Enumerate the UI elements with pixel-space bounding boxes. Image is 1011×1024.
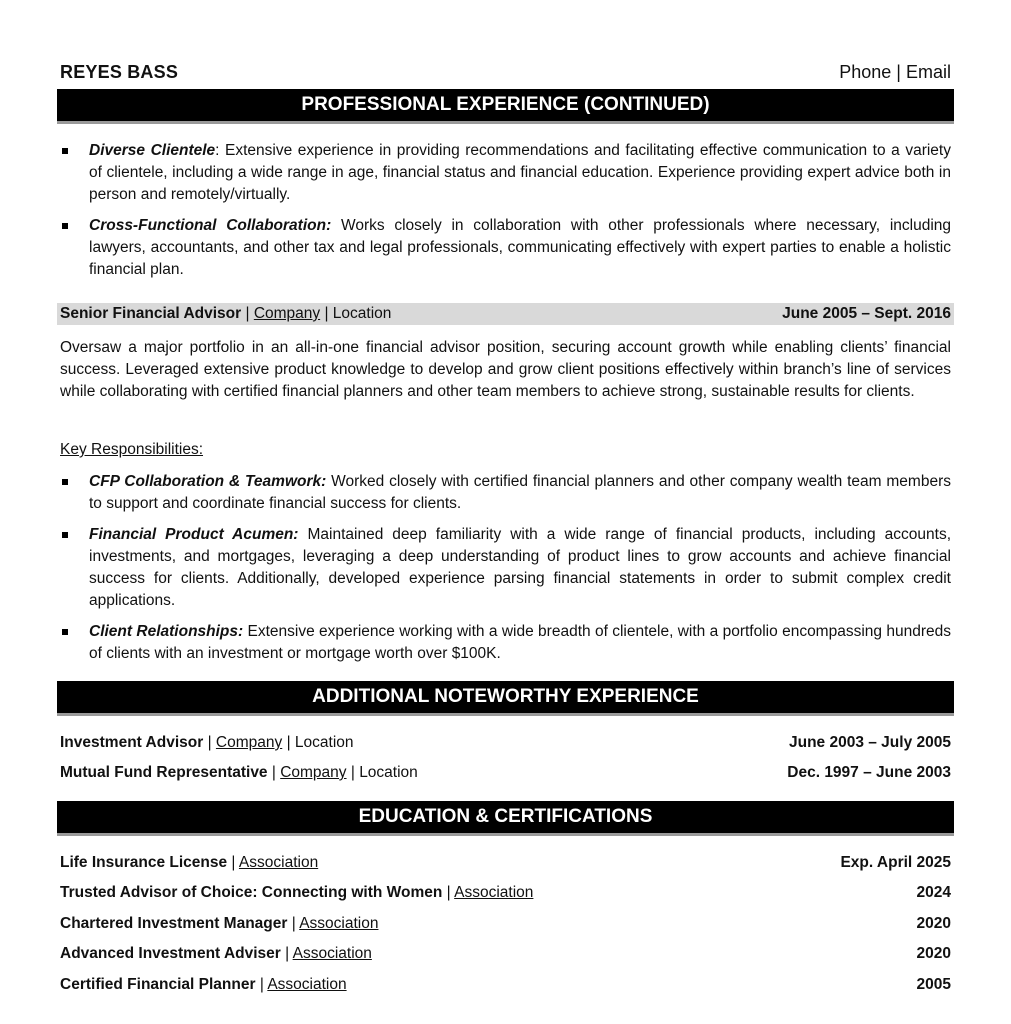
bullet-lead: CFP Collaboration & Teamwork: <box>89 473 327 490</box>
row-left <box>60 764 418 782</box>
row-left <box>60 884 533 902</box>
cert-title: Life Insurance License <box>60 854 228 871</box>
resume-header <box>60 60 951 84</box>
company-link[interactable]: Company <box>253 305 321 322</box>
certification-row <box>60 882 951 904</box>
cert-date: Exp. April 2025 <box>840 854 951 871</box>
sep: | <box>267 764 281 781</box>
row-left <box>60 976 347 994</box>
job-header-senior-financial-advisor <box>57 303 954 325</box>
certification-row <box>60 852 951 874</box>
sep: | <box>203 734 216 751</box>
bullet-square-icon <box>62 148 68 154</box>
job-summary: Oversaw a major portfolio in an all-in-one financial advisor position, securing account growth while enabling clients’ financial success. Leveraged extensive product knowledge to develop and grow client positions effectively within branch’s line of services while collaborating with certified financial planners and other team members to achieve strong, sustainable results for clients. <box>60 339 951 400</box>
association-link[interactable]: Association <box>299 915 379 932</box>
section-heading-additional-experience <box>57 681 954 713</box>
bullet-lead: Diverse Clientele <box>89 142 216 159</box>
section-heading-education <box>57 801 954 833</box>
section-title: PROFESSIONAL EXPERIENCE (CONTINUED) <box>301 94 710 115</box>
job-dates: Dec. 1997 – June 2003 <box>787 764 951 781</box>
bullet-sep: : <box>215 142 220 159</box>
job-location: Location <box>332 305 392 322</box>
list-item <box>60 471 951 515</box>
experience-bullets <box>60 140 951 290</box>
sep: | <box>282 734 295 751</box>
cert-title: Advanced Investment Adviser <box>60 945 281 962</box>
bullet-lead: Financial Product Acumen: <box>89 526 299 543</box>
bullet-text: Extensive experience in providing recommendations and facilitating effective communication to a variety of clientele, including a wide range in age, financial status and financial education. Experience providing expert advice both in person and remotely/virtually. <box>89 142 951 203</box>
candidate-name: REYES BASS <box>60 61 179 82</box>
experience-row <box>60 762 951 784</box>
list-item <box>60 621 951 665</box>
contact-info: Phone | Email <box>839 61 951 82</box>
certification-row <box>60 913 951 935</box>
bullet-text: Maintained deep familiarity with a wide range of financial products, including accounts, investments, and mortgages, leveraging a deep understanding of product lines to grow accounts and achieve financial success for clients. Additionally, developed experience parsing financial statements in order to submit complex credit applications. <box>89 526 951 609</box>
section-heading-professional-experience <box>57 89 954 121</box>
bullet-text: Extensive experience working with a wide breadth of clientele, with a portfolio encompassing hundreds of clients with an investment or mortgage worth over $100K. <box>89 623 951 662</box>
key-responsibilities-label: Key Responsibilities: <box>60 441 204 458</box>
job-title: Senior Financial Advisor <box>60 305 242 322</box>
job-dates: June 2005 – Sept. 2016 <box>782 305 951 322</box>
company-link[interactable]: Company <box>280 764 347 781</box>
cert-date: 2024 <box>916 884 951 901</box>
section-title: ADDITIONAL NOTEWORTHY EXPERIENCE <box>312 686 699 707</box>
association-link[interactable]: Association <box>292 945 372 962</box>
job-title: Investment Advisor <box>60 734 204 751</box>
sep: | <box>287 915 300 932</box>
certification-row <box>60 974 951 996</box>
job-location: Location <box>294 734 354 751</box>
bullet-lead: Client Relationships: <box>89 623 244 640</box>
list-item <box>60 524 951 612</box>
row-left <box>60 915 378 933</box>
association-link[interactable]: Association <box>267 976 347 993</box>
sep: | <box>280 945 293 962</box>
certification-row <box>60 943 951 965</box>
sep: | <box>255 976 268 993</box>
section-title: EDUCATION & CERTIFICATIONS <box>358 806 653 827</box>
cert-title: Trusted Advisor of Choice: Connecting with Women <box>60 884 443 901</box>
sep: | <box>346 764 360 781</box>
job-title: Mutual Fund Representative <box>60 764 268 781</box>
row-left <box>60 854 318 872</box>
sep: | <box>227 854 239 871</box>
bullet-lead: Cross-Functional Collaboration: <box>89 217 332 234</box>
association-link[interactable]: Association <box>454 884 534 901</box>
job-dates: June 2003 – July 2005 <box>788 734 951 751</box>
row-left <box>60 734 354 752</box>
sep: | <box>241 305 254 322</box>
responsibility-bullets <box>60 471 951 674</box>
sep: | <box>320 305 333 322</box>
list-item <box>60 140 951 206</box>
bullet-square-icon <box>62 532 68 538</box>
association-link[interactable]: Association <box>238 854 319 871</box>
row-left <box>60 945 372 963</box>
cert-date: 2005 <box>916 976 951 993</box>
cert-date: 2020 <box>916 915 951 932</box>
bullet-square-icon <box>62 479 68 485</box>
bullet-square-icon <box>62 629 68 635</box>
sep: | <box>442 884 455 901</box>
cert-title: Certified Financial Planner <box>60 976 256 993</box>
experience-row <box>60 732 951 754</box>
job-location: Location <box>359 764 418 781</box>
job-title-line <box>60 305 391 323</box>
bullet-text: Works closely in collaboration with other professionals where necessary, including lawyers, accountants, and other tax and legal professionals, communicating effectively with expert parties to enable a holistic financial plan. <box>89 217 952 278</box>
cert-date: 2020 <box>916 945 951 962</box>
cert-title: Chartered Investment Manager <box>60 915 288 932</box>
bullet-text: Worked closely with certified financial planners and other company wealth team members to support and coordinate financial success for clients. <box>89 473 951 512</box>
list-item <box>60 215 951 281</box>
bullet-square-icon <box>62 223 68 229</box>
company-link[interactable]: Company <box>215 734 283 751</box>
